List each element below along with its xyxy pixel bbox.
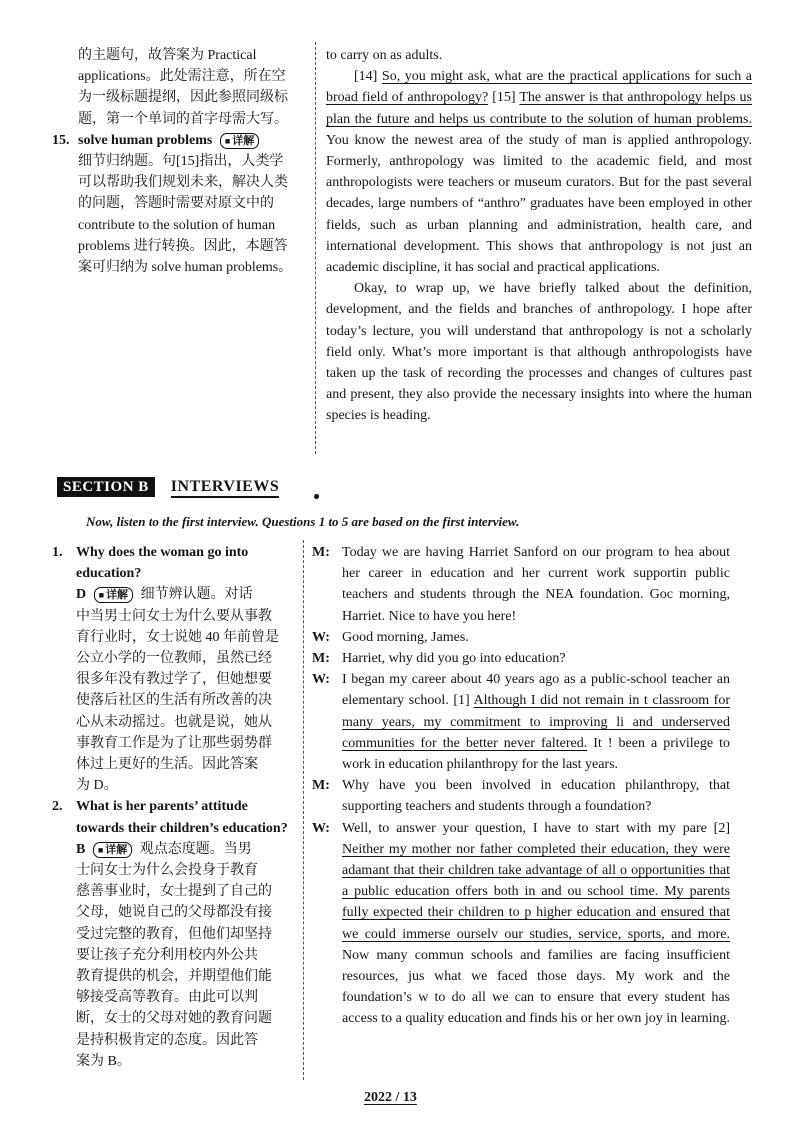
underlined-answer-1: Although I did not remain in t classroom for many years, my commitment to improving li and underserved communities for the better never faltered.	[342, 693, 730, 751]
answer-text: solve human problems	[78, 132, 213, 148]
lecture-paragraph-2: Okay, to wrap up, we have briefly talked about the definition, development, and the fields and branches of anthropology. I hope after today’s lecture, you will understand that anthropology is not a scholarly field only. What’s more important is that although anthropologists have taken up the task of recording the processes and changes of cultures past and present, they also provide the necessary insights into where the human species is heading.	[326, 281, 752, 424]
lecture-paragraph-0: to carry on as adults.	[326, 48, 443, 63]
page-number: 2022 / 13	[364, 1090, 417, 1105]
section-dot	[314, 494, 319, 499]
question-text: Why does the woman go into education?	[76, 545, 249, 582]
question-number: 1.	[52, 545, 63, 560]
q2-block: 2. What is her parents’ attitude towards their children’s education? B ■ 详解 观点态度题。当男 士问女士为什么会投身于教育 慈善事业时，女士提到了自己的 父母，她说自己的父母都没有接 受过完整的教育，但他们却坚持 要让孩子充分利用校内外公共 教育提供的机会，并期望他们能 够接受高等教育。由此可以判 断，女士的父母对她的教育问题 是持积极肯定的态度。因此答 案为 B。	[52, 796, 297, 1072]
question-number: 15.	[52, 132, 70, 148]
underlined-sentence-14: So, you might ask, what are the practical applications for such a broad field of anthropology?	[326, 69, 752, 106]
dialogue-turn: W: Good morning, James.	[312, 627, 730, 648]
detail-badge: ■ 详解	[93, 842, 132, 858]
lecture-paragraph-1: [14] So, you might ask, what are the practical applications for such a broad field of anthropology? [15] The answer is that anthropology helps us plan the future and helps us contribute to the solution of human problems. You know the newest area of the study of man is applied anthropology. Formerly, anthropology was limited to the academic field, and most anthropologists were teachers or museum curators. But for the past several decades, large numbers of “anthro” graduates have been employed in other fields, such as urban planning and administration, health care, and international development. This shows that anthropology is not just an academic discipline, it has social and practical applications.	[326, 69, 753, 276]
section-title: INTERVIEWS	[171, 478, 279, 498]
detail-badge: ■ 详解	[94, 587, 133, 603]
speaker-label: M:	[312, 651, 330, 667]
underlined-answer-2: Neither my mother nor father completed their education, they were adamant that their children take advantage of all o opportunities that a public education offers both in and ou school time. My parents fully expected their children to p higher education and ensured that we could immerse ourselv our studies, service, sports, and more.	[342, 841, 730, 942]
top-left-column	[52, 45, 306, 278]
speaker-label: M:	[312, 778, 330, 794]
section-intro: Now, listen to the first interview. Questions 1 to 5 are based on the first interview.	[86, 514, 520, 529]
question-number: 2.	[52, 799, 63, 815]
answer-letter: B	[76, 841, 86, 857]
interview-dialogue	[312, 542, 730, 1030]
q1-block: 1. Why does the woman go into education? D ■ 详解 细节辨认题。对话 中当男士问女士为什么要从事教 育行业时，女士说她 40 年前曾是 公立小学的一位教师，虽然已经 很多年没有教过学了，但她想要 使落后社区的生活有所改善的决 心从未动摇过。也就是说，她从 事教育工作是为了让那些弱势群 体过上更好的生活。因此答案 为 D。	[52, 542, 297, 796]
dialogue-turn: W: I began my career about 40 years ago as a public-school teacher an elementary school. [1] Although I did not remain in t classroom for many years, my commitment to improving li and underserved communities for the better never faltered. It ! been a privilege to work in education philanthropy for the last years.	[312, 669, 730, 775]
top-right-column	[326, 45, 752, 427]
bottom-column-divider	[303, 540, 304, 1080]
answer-letter: D	[76, 587, 87, 603]
speaker-label: W:	[312, 672, 330, 688]
question-text: What is her parents’ attitude towards their children’s education?	[76, 799, 288, 836]
speaker-label: M:	[312, 545, 330, 560]
q15-block: 15. solve human problems ■ 详解 细节归纳题。句[15]指出，人类学 可以帮助我们规划未来，解决人类 的问题，答题时需要对原文中的 contribute to the solution of human problems 进行转换。因此，本题答 案可归纳为 solve human problems。	[52, 130, 306, 278]
dialogue-turn: W: Well, to answer your question, I have to start with my pare [2] Neither my mother nor father completed their education, they were adamant that their children take advantage of all o opportunities that a public education offers both in and ou school time. My parents fully expected their children to p higher education and ensured that we could immerse ourselv our studies, service, sports, and more. Now many commun schools and families are facing insufficient resources, jus what we faced those days. My work and the foundation’s w to do all we can to ensure that every student has access to a quality education and finds his or her own joy in learning.	[312, 818, 730, 1030]
dialogue-turn: M: Today we are having Harriet Sanford on our program to hea about her career in education and her current work supportin public teachers and students through the NEA foundation. Goc morning, Harriet. Nice to have you here!	[312, 542, 730, 627]
detail-badge: ■ 详解	[220, 133, 259, 149]
speaker-label: W:	[312, 629, 330, 645]
q14-explanation-tail: 的主题句，故答案为 Practical applications。此处需注意，所在空 为一级标题提纲，因此参照同级标 题，第一个单词的首字母需大写。	[78, 48, 288, 127]
speaker-label: W:	[312, 820, 330, 836]
section-header	[57, 478, 279, 496]
dialogue-turn: M: Harriet, why did you go into education?	[312, 648, 730, 669]
section-label: SECTION B	[57, 477, 155, 497]
dialogue-turn: M: Why have you been involved in education philanthropy, that supporting teachers and students through a foundation?	[312, 775, 730, 817]
underlined-sentence-15: The answer is that anthropology helps us plan the future and helps us contribute to the solution of human problems.	[326, 90, 753, 127]
bottom-left-column	[52, 542, 297, 1072]
top-column-divider	[315, 42, 316, 454]
